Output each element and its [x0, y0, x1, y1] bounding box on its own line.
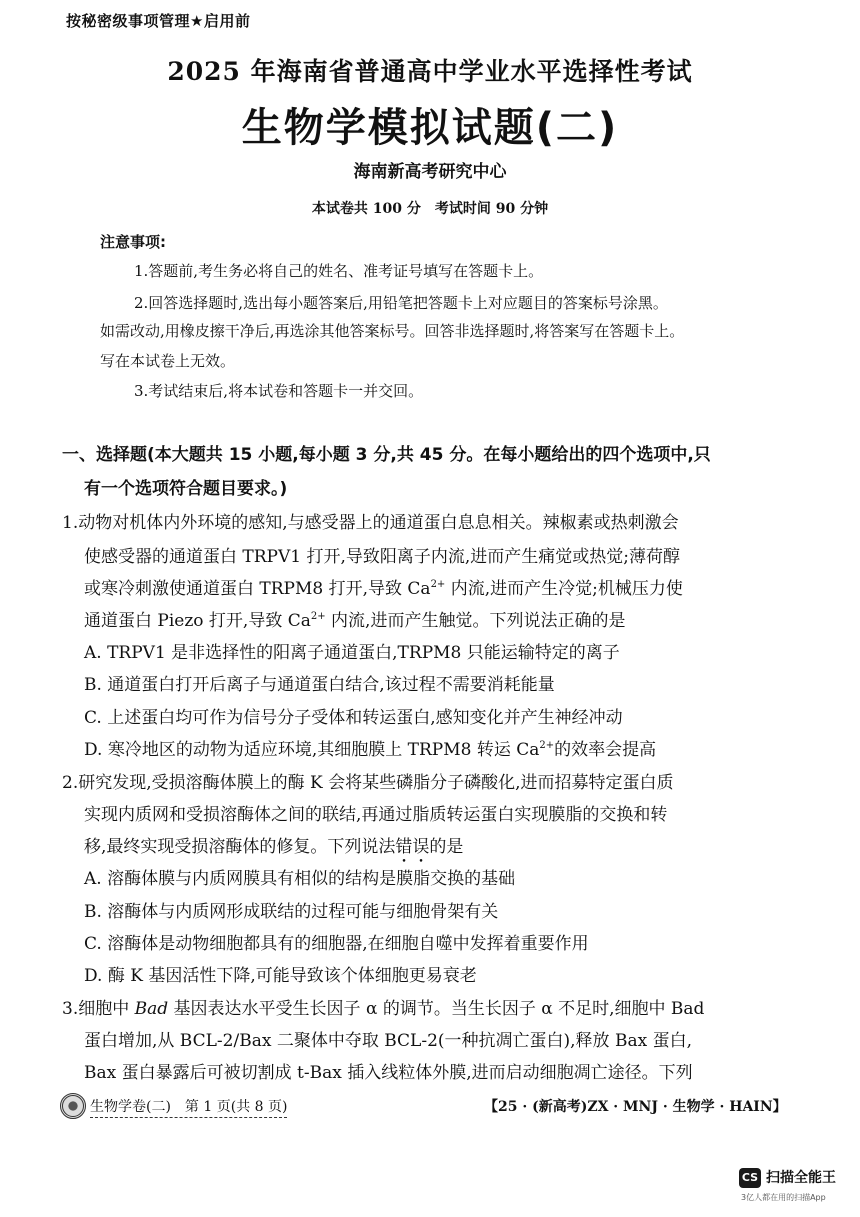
secret-label: 按秘密级事项管理★启用前	[66, 12, 251, 30]
question-2-stem: 2.研究发现,受损溶酶体膜上的酶 K 会将某些磷脂分子磷酸化,进而招募特定蛋白质	[62, 773, 674, 793]
footer-page-info: 生物学卷(二) 第 1 页(共 8 页)	[90, 1096, 287, 1118]
notice-heading: 注意事项:	[100, 233, 166, 251]
option-b: B. 通道蛋白打开后离子与通道蛋白结合,该过程不需要消耗能量	[84, 675, 555, 695]
scanner-name: 扫描全能王	[766, 1170, 836, 1186]
option-b: B. 溶酶体与内质网形成联结的过程可能与细胞骨架有关	[84, 902, 499, 922]
option-a: A. 溶酶体膜与内质网膜具有相似的结构是膜脂交换的基础	[84, 869, 516, 889]
option-a: A. TRPV1 是非选择性的阳离子通道蛋白,TRPM8 只能运输特定的离子	[84, 643, 620, 663]
question-1-stem: 1.动物对机体内外环境的感知,与感受器上的通道蛋白息息相关。辣椒素或热刺激会	[62, 513, 679, 533]
exam-meta: 本试卷共 100 分 考试时间 90 分钟	[311, 201, 549, 217]
option-c: C. 上述蛋白均可作为信号分子受体和转运蛋白,感知变化并产生神经冲动	[84, 708, 623, 728]
option-d: D. 酶 K 基因活性下降,可能导致该个体细胞更易衰老	[84, 966, 477, 986]
organization: 海南新高考研究中心	[353, 162, 507, 182]
camscanner-logo-icon: CS	[739, 1168, 761, 1188]
question-3-stem: 3.细胞中 Bad 基因表达水平受生长因子 α 的调节。当生长因子 α 不足时,细胞中 Bad	[62, 999, 705, 1019]
question-2-stem: 移,最终实现受损溶酶体的修复。下列说法错误的是	[84, 837, 464, 857]
notice-line: 写在本试卷上无效。	[100, 352, 236, 370]
section-heading-cont: 有一个选项符合题目要求。)	[84, 479, 288, 499]
footer-code: 【25 · (新高考)ZX · MNJ · 生物学 · HAIN】	[484, 1099, 787, 1115]
emphasis-wrong: 错误	[395, 837, 430, 857]
question-3-stem: Bax 蛋白暴露后可被切割成 t-Bax 插入线粒体外膜,进而启动细胞凋亡途径。下列	[84, 1063, 693, 1083]
question-2-stem: 实现内质网和受损溶酶体之间的联结,再通过脂质转运蛋白实现膜脂的交换和转	[84, 805, 668, 825]
notice-line: 2.回答选择题时,选出每小题答案后,用铅笔把答题卡上对应题目的答案标号涂黑。	[134, 294, 668, 312]
notice-line: 3.考试结束后,将本试卷和答题卡一并交回。	[134, 382, 424, 400]
scanner-tagline: 3亿人都在用的扫描App	[741, 1193, 826, 1202]
question-1-stem: 使感受器的通道蛋白 TRPV1 打开,导致阳离子内流,进而产生痛觉或热觉;薄荷醇	[84, 547, 681, 567]
footer-badge-icon	[60, 1093, 86, 1119]
notice-line: 1.答题前,考生务必将自己的姓名、准考证号填写在答题卡上。	[134, 262, 544, 280]
option-c: C. 溶酶体是动物细胞都具有的细胞器,在细胞自噬中发挥着重要作用	[84, 934, 589, 954]
option-d: D. 寒冷地区的动物为适应环境,其细胞膜上 TRPM8 转运 $Ca^{2+}$的效率会提高	[84, 740, 657, 760]
question-1-stem: 或寒冷刺激使通道蛋白 TRPM8 打开,导致 $Ca^{2+}$ 内流,进而产生冷觉;机械压力使	[84, 579, 683, 599]
question-3-stem: 蛋白增加,从 BCL-2/Bax 二聚体中夺取 BCL-2(一种抗凋亡蛋白),释放 Bax 蛋白,	[84, 1031, 692, 1051]
section-heading: 一、选择题(本大题共 15 小题,每小题 3 分,共 45 分。在每小题给出的四个选项中,只	[62, 445, 711, 465]
page-title: 生物学模拟试题(二)	[241, 105, 619, 151]
exam-title: 2025 年海南省普通高中学业水平选择性考试	[167, 57, 693, 86]
question-1-stem: 通道蛋白 Piezo 打开,导致 $Ca^{2+}$ 内流,进而产生触觉。下列说法正确的是	[84, 611, 626, 631]
notice-line: 如需改动,用橡皮擦干净后,再选涂其他答案标号。回答非选择题时,将答案写在答题卡上。	[100, 322, 685, 340]
